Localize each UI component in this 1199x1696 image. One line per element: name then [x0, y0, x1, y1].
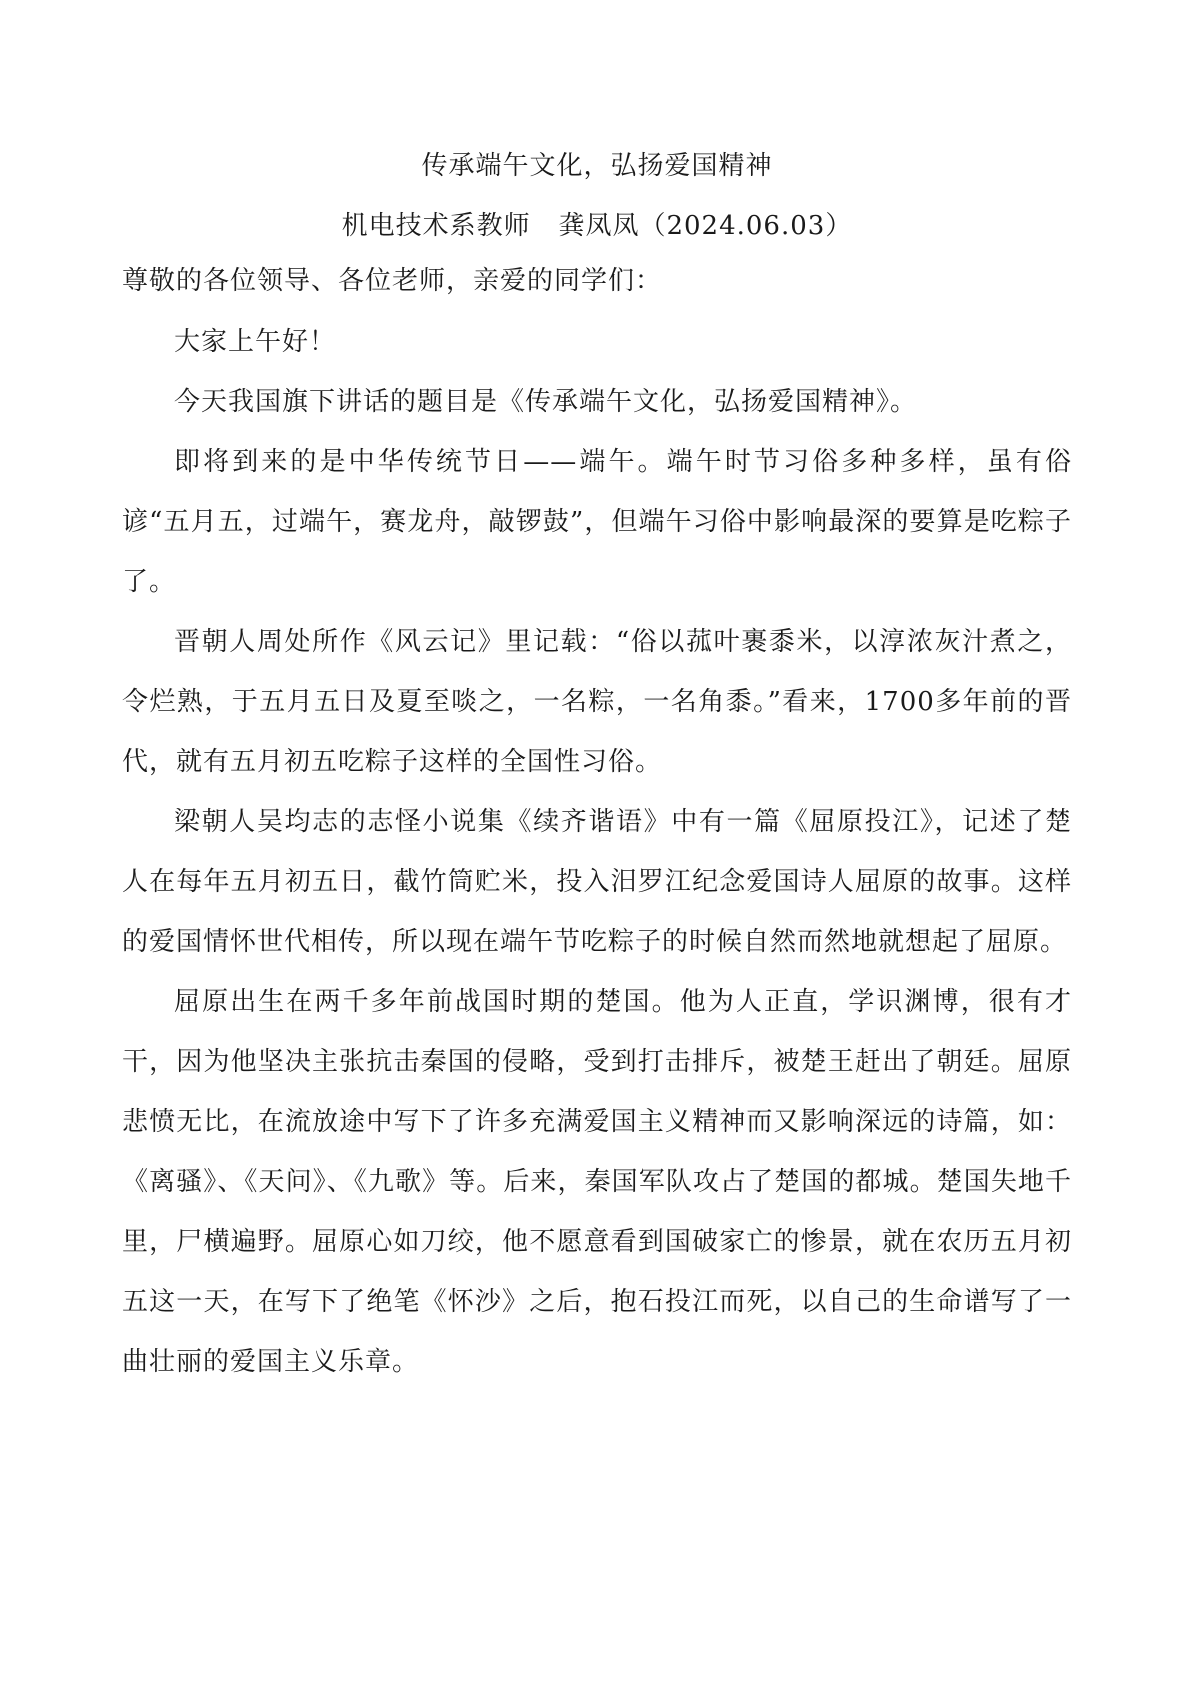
paragraph-qu-yuan: 屈原出生在两千多年前战国时期的楚国。他为人正直，学识渊博，很有才干，因为他坚决主张抗击秦国的侵略，受到打击排斥，被楚王赶出了朝廷。屈原悲愤无比，在流放途中写下了许多充满爱国主义精神而又影响深远的诗篇，如：《离骚》、《天问》、《九歌》等。后来，秦国军队攻占了楚国的都城。楚国失地千里，尸横遍野。屈原心如刀绞，他不愿意看到国破家亡的惨景，就在农历五月初五这一天，在写下了绝笔《怀沙》之后，抱石投江而死，以自己的生命谱写了一曲壮丽的爱国主义乐章。: [122, 987, 1072, 1377]
salutation: 尊敬的各位领导、各位老师，亲爱的同学们：: [122, 266, 663, 296]
paragraph-liang-dynasty: 梁朝人吴均志的志怪小说集《续齐谐语》中有一篇《屈原投江》，记述了楚人在每年五月初五日，截竹筒贮米，投入汨罗江纪念爱国诗人屈原的故事。这样的爱国情怀世代相传，所以现在端午节吃粽子的时候自然而然地就想起了屈原。: [122, 807, 1072, 957]
paragraph-customs: 即将到来的是中华传统节日——端午。端午时节习俗多种多样，虽有俗谚“五月五，过端午，赛龙舟，敲锣鼓”，但端午习俗中影响最深的要算是吃粽子了。: [122, 447, 1072, 597]
paragraph-jin-dynasty: 晋朝人周处所作《风云记》里记载：“俗以菰叶裹黍米，以淳浓灰汁煮之，令烂熟，于五月五日及夏至啖之，一名粽，一名角黍。”看来，1700多年前的晋代，就有五月初五吃粽子这样的全国性习俗。: [122, 627, 1072, 777]
paragraph-greeting: 大家上午好！: [174, 327, 337, 357]
document-title: 传承端午文化，弘扬爱国精神: [421, 151, 773, 181]
author-byline: 机电技术系教师 龚凤凤（2024.06.03）: [341, 211, 853, 241]
document-body: [122, 140, 1072, 1392]
paragraph-topic: 今天我国旗下讲话的题目是《传承端午文化，弘扬爱国精神》。: [174, 387, 918, 417]
